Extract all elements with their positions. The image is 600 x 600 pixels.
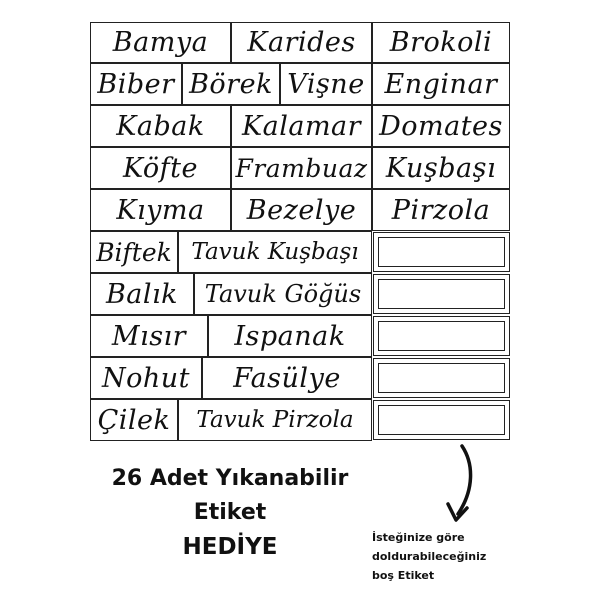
label-balik: Balık: [90, 273, 194, 315]
curved-arrow-icon: [440, 442, 480, 527]
note-line-1: İsteğinize göre: [372, 531, 465, 544]
label-tavuk-kusbasi: Tavuk Kuşbaşı: [178, 231, 372, 273]
label-fasulye: Fasülye: [202, 357, 372, 399]
label-domates: Domates: [372, 105, 510, 147]
label-biftek: Biftek: [90, 231, 178, 273]
label-visne: Vişne: [280, 63, 372, 105]
label-frambuaz: Frambuaz: [231, 147, 372, 189]
blank-label-4: [373, 358, 510, 398]
promo-line-label: Etiket: [193, 500, 267, 525]
blank-label-2: [373, 274, 510, 314]
label-kabak: Kabak: [90, 105, 231, 147]
label-enginar: Enginar: [372, 63, 510, 105]
blank-label-1: [373, 232, 510, 272]
blank-label-3: [373, 316, 510, 356]
label-kiyma: Kıyma: [90, 189, 231, 231]
note-line-3: boş Etiket: [372, 569, 435, 582]
label-kalamar: Kalamar: [231, 105, 372, 147]
promo-line-count: 26 Adet Yıkanabilir: [111, 466, 349, 491]
label-biber: Biber: [90, 63, 182, 105]
label-misir: Mısır: [90, 315, 208, 357]
label-karides: Karides: [231, 22, 372, 63]
label-kusbasi: Kuşbaşı: [372, 147, 510, 189]
label-kofte: Köfte: [90, 147, 231, 189]
blank-label-note: [372, 528, 552, 585]
blank-label-5: [373, 400, 510, 440]
label-nohut: Nohut: [90, 357, 202, 399]
label-tavuk-pirzola: Tavuk Pirzola: [178, 399, 372, 441]
label-pirzola: Pirzola: [372, 189, 510, 231]
label-bezelye: Bezelye: [231, 189, 372, 231]
note-line-2: doldurabileceğiniz: [372, 550, 487, 563]
label-ispanak: Ispanak: [208, 315, 372, 357]
label-cilek: Çilek: [90, 399, 178, 441]
label-tavuk-gogus: Tavuk Göğüs: [194, 273, 372, 315]
label-borek: Börek: [182, 63, 280, 105]
label-brokoli: Brokoli: [372, 22, 510, 63]
label-bamya: Bamya: [90, 22, 231, 63]
promo-line-gift: HEDİYE: [182, 534, 278, 560]
